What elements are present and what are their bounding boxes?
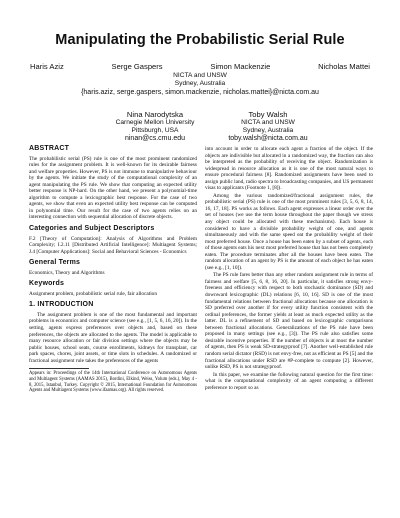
categories-text: F.2 [Theory of Computation]: Analysis of Algorithms and Problem Complexity; I.2.11 [Distributed Artificial Intelligence]: Multiagent Systems; J.4 [Computer Applications]: Social and Behavioral Sciences - Economics [29, 235, 197, 255]
author-name: Toby Walsh [248, 110, 288, 119]
introduction-text: The assignment problem is one of the most fundamental and important problems in economics and computer science (see e.g., [1, 5, 6, 16, 20]). In the setting, agents express preferences over objects and, based on these preferences, the objects are allocated to the agents. The model is applicable to many resource allocation or fair division settings where the objects may be public houses, school seats, course enrollments, kidneys for transplant, car park spaces, chores, joint assets, or time slots in schedules. A randomized or fractional assignment rule takes the preferences of the agents [29, 311, 197, 364]
paper-title: Manipulating the Probabilistic Serial Rule [55, 32, 345, 48]
general-terms-heading: General Terms [29, 259, 81, 267]
author-name: Nicholas Mattei [318, 62, 370, 71]
author-name: Haris Aziz [30, 62, 64, 71]
author-block-walsh [218, 110, 318, 143]
author-name: Nina Narodytska [126, 110, 184, 119]
authors-row [30, 62, 370, 71]
paragraph: Among the various randomized/fractional assignment rules, the probabilistic serial (PS) rule is one of the most prominent rules [3, 5, 6, 8, 14, 16, 17, 18]. PS works as follows. Each agent expresses a linear order over the set of houses (we use the term house throughout the paper though we stress any object could be allocated with these mechanisms). Each house is considered to have a divisible probability weight of one, and agents simultaneously and with the same speed eat the probability weight of their most preferred house. Once a house has been eaten by a subset of agents, each of those agents eats his next most preferred house that has not been completely eaten. The procedure terminates after all the houses have been eaten. The random allocation of an agent by PS is the amount of each object he has eaten (see e.g., [1, 10]). [205, 192, 373, 271]
footnote-divider [29, 368, 89, 369]
paragraph: The PS rule fares better than any other random assignment rule in terms of fairness and welfare [5, 6, 8, 16, 20]. In particular, it satisfies strong envy-freeness and efficiency with respect to both stochastic dominance (SD) and downward lexicographic (DL) relations [6, 10, 16]. SD is one of the most fundamental relations between fractional allocations because one allocation is SD preferred over another if for every utility function consistent with the ordinal preferences, the former yields at least as much expected utility as the latter. DL is a refinement of SD and based on lexicographic comparisons between fractional allocations. Generalizations of the PS rule have been proposed in many settings (see e.g., [3]). The PS rule also satisfies some desirable incentive properties. If the number of objects is at most the number of agents, then PS is weak SD-strategyproof [7]. Another well-established rule random serial dictator (RSD) is not envy-free, not as efficient as PS [5] and the fractional allocations under RSD are #P-complete to compute [2]. However, unlike RSD, PS is not strategyproof. [205, 272, 373, 371]
affiliation-place: Sydney, Australia [174, 80, 226, 87]
author-email: ninan@cs.cmu.edu [124, 135, 186, 142]
paragraph: into account in order to allocate each agent a fraction of the object. If the objects are indivisible but allocated in a randomized way, the fraction can also be interpreted as the probability of receiving the object. Randomization is widespread in resource allocation as it is one of the most natural ways to ensure procedural fairness [8]. Randomized assignments have been used to assign public land, radio spectra to broadcasting companies, and US permanent visas to applicants (Footnote 1, [8]). [205, 146, 373, 192]
left-column [29, 146, 197, 394]
author-place: Pittsburgh, USA [131, 127, 179, 134]
author-org: Carnegie Mellon University [115, 119, 195, 126]
affiliation-emails: {haris.aziz, serge.gaspers, simon.mackenzie, nicholas.mattei}@nicta.com.au [81, 89, 319, 96]
right-column [205, 146, 373, 392]
author-email: toby.walsh@nicta.com.au [228, 135, 308, 142]
abstract-text: The probabilistic serial (PS) rule is one of the most prominent randomized rules for the assignment problem. It is well-known for its desirable fairness and welfare properties. However, PS is not immune to manipulative behaviour by the agents. We initiate the study of the computational complexity of an agent manipulating the PS rule. We show that computing an expected utility better response is NP-hard. On the other hand, we present a polynomial-time algorithm to compute a lexicographic best response. For the case of two agents, we show that even an expected utility best response can be computed in polynomial time. Our result for the case of two agents relies on an interesting connection with sequential allocation of discrete objects. [29, 155, 197, 221]
affiliation-org: NICTA and UNSW [173, 72, 227, 79]
author-name: Serge Gaspers [111, 62, 163, 71]
abstract-heading: ABSTRACT [29, 145, 70, 152]
author-org: NICTA and UNSW [241, 119, 295, 126]
paragraph: In this paper, we examine the following natural question for the first time: what is the computational complexity of an agent computing a different preference to report so as [205, 371, 373, 391]
general-terms-text: Economics, Theory and Algorithms [29, 269, 105, 276]
keywords-heading: Keywords [29, 280, 65, 288]
keywords-text: Assignment problem, probabilistic serial rule, fair allocation [29, 290, 157, 297]
introduction-heading: 1. INTRODUCTION [29, 301, 94, 309]
author-block-narodytska [110, 110, 200, 143]
author-name: Simon Mackenzie [210, 62, 271, 71]
conference-footnote: Appears in: Proceedings of the 14th International Conference on Autonomous Agents and Multiagent Systems (AAMAS 2015), Bordini, Elkind, Weiss, Yolum (eds.), May 4 - 8, 2015, Istanbul, Turkey. Copyright © 2015, International Foundation for Autonomous Agents and Multiagent Systems (www.ifaamas.org). All rights reserved. [29, 371, 197, 394]
categories-heading: Categories and Subject Descriptors [29, 225, 155, 233]
author-place: Sydney, Australia [242, 127, 294, 134]
